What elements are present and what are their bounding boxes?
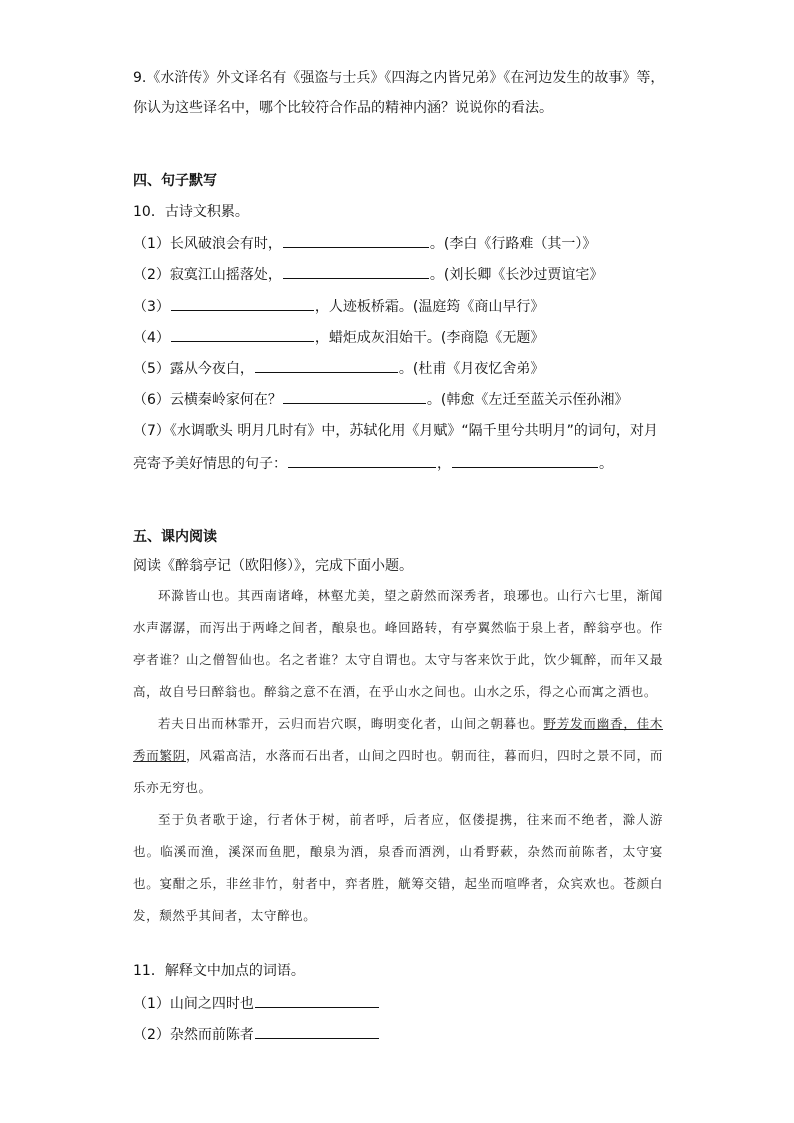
item-prefix: （4） <box>133 330 170 346</box>
q10-item-7-line2 <box>133 453 613 474</box>
answer-blank[interactable] <box>255 993 379 1008</box>
q9-line2: 你认为这些译名中，哪个比较符合作品的精神内涵？说说你的看法。 <box>133 100 553 116</box>
answer-blank[interactable] <box>452 453 598 468</box>
answer-blank[interactable] <box>288 453 436 468</box>
section5-title: 五、课内阅读 <box>133 529 217 545</box>
answer-blank[interactable] <box>171 296 314 311</box>
passage-paragraph-3: 至于负者歌于途，行者休于树，前者呼，后者应，伛偻提携，往来而不绝者，滁人游也。临溪而渔，溪深而鱼肥，酿泉为酒，泉香而酒洌，山肴野蔌，杂然而前陈者，太守宴也。宴酣之乐，非丝非竹，射者中，弈者胜，觥筹交错，起坐而喧哗者，众宾欢也。苍颜白发，颓然乎其间者，太守醉也。 <box>133 812 663 923</box>
answer-blank[interactable] <box>283 233 429 248</box>
section4-title: 四、句子默写 <box>133 173 217 189</box>
passage-paragraph-2 <box>133 708 663 804</box>
q11-item-2 <box>133 1024 380 1045</box>
q10-item-3 <box>133 296 544 317</box>
q11-item-1 <box>133 993 380 1014</box>
reading-intro: 阅读《醉翁亭记（欧阳修）》，完成下面小题。 <box>133 558 413 574</box>
paragraph-text: ，风霜高洁，水落而石出者，山间之四时也。朝而往，暮而归，四时之景不同，而乐亦无穷也。 <box>133 748 663 795</box>
q10-title: 10．古诗文积累。 <box>133 204 249 220</box>
answer-blank[interactable] <box>283 389 426 404</box>
answer-blank[interactable] <box>171 327 314 342</box>
item-suffix: 。(杜甫《月夜忆舍弟》 <box>398 361 545 377</box>
q10-item-6 <box>133 389 628 410</box>
q10-item-4 <box>133 327 544 348</box>
item-prefix: （2）杂然而前陈者 <box>133 1027 254 1043</box>
reading-passage <box>133 580 663 932</box>
item-separator: ， <box>437 456 451 472</box>
q10-item-1 <box>133 233 596 254</box>
q9-line1: 9.《水浒传》外文译名有《强盗与士兵》《四海之内皆兄弟》《在河边发生的故事》等， <box>133 70 665 86</box>
item-prefix: （5）露从今夜白， <box>133 361 254 377</box>
item-prefix: （1）山间之四时也 <box>133 996 254 1012</box>
q10-item-5 <box>133 358 544 379</box>
item-prefix: （6）云横秦岭家何在？ <box>133 392 282 408</box>
item-prefix: （3） <box>133 299 170 315</box>
item-suffix: ，蜡炬成灰泪始干。(李商隐《无题》 <box>314 330 545 346</box>
underlined-text: 野芳发而幽香，佳木秀而繁阴 <box>133 716 664 763</box>
item-prefix: 亮寄予美好情思的句子： <box>133 456 287 472</box>
answer-blank[interactable] <box>255 358 398 373</box>
item-suffix: ，人迹板桥霜。(温庭筠《商山早行》 <box>314 299 545 315</box>
q10-item-2 <box>133 264 603 285</box>
answer-blank[interactable] <box>283 264 429 279</box>
paragraph-text: 若夫日出而林霏开，云归而岩穴暝，晦明变化者，山间之朝暮也。 <box>158 716 544 731</box>
item-prefix: （2）寂寞江山摇落处， <box>133 267 282 283</box>
item-prefix: （1）长风破浪会有时， <box>133 236 282 252</box>
item-suffix: 。(刘长卿《长沙过贾谊宅》 <box>429 267 604 283</box>
item-suffix: 。(韩愈《左迁至蓝关示侄孙湘》 <box>426 392 629 408</box>
passage-paragraph-1: 环滁皆山也。其西南诸峰，林壑尤美，望之蔚然而深秀者，琅琊也。山行六七里，渐闻水声潺潺，而泻出于两峰之间者，酿泉也。峰回路转，有亭翼然临于泉上者，醉翁亭也。作亭者谁？山之僧智仙也。名之者谁？太守自谓也。太守与客来饮于此，饮少辄醉，而年又最高，故自号曰醉翁也。醉翁之意不在酒，在乎山水之间也。山水之乐，得之心而寓之酒也。 <box>133 588 663 699</box>
item-suffix: 。 <box>599 456 613 472</box>
item-suffix: 。(李白《行路难（其一）》 <box>429 236 597 252</box>
q11-title: 11．解释文中加点的词语。 <box>133 963 305 979</box>
answer-blank[interactable] <box>255 1024 379 1039</box>
q10-item-7-line1: （7）《水调歌头 明月几时有》中，苏轼化用《月赋》“隔千里兮共明月”的词句，对月 <box>133 423 658 439</box>
